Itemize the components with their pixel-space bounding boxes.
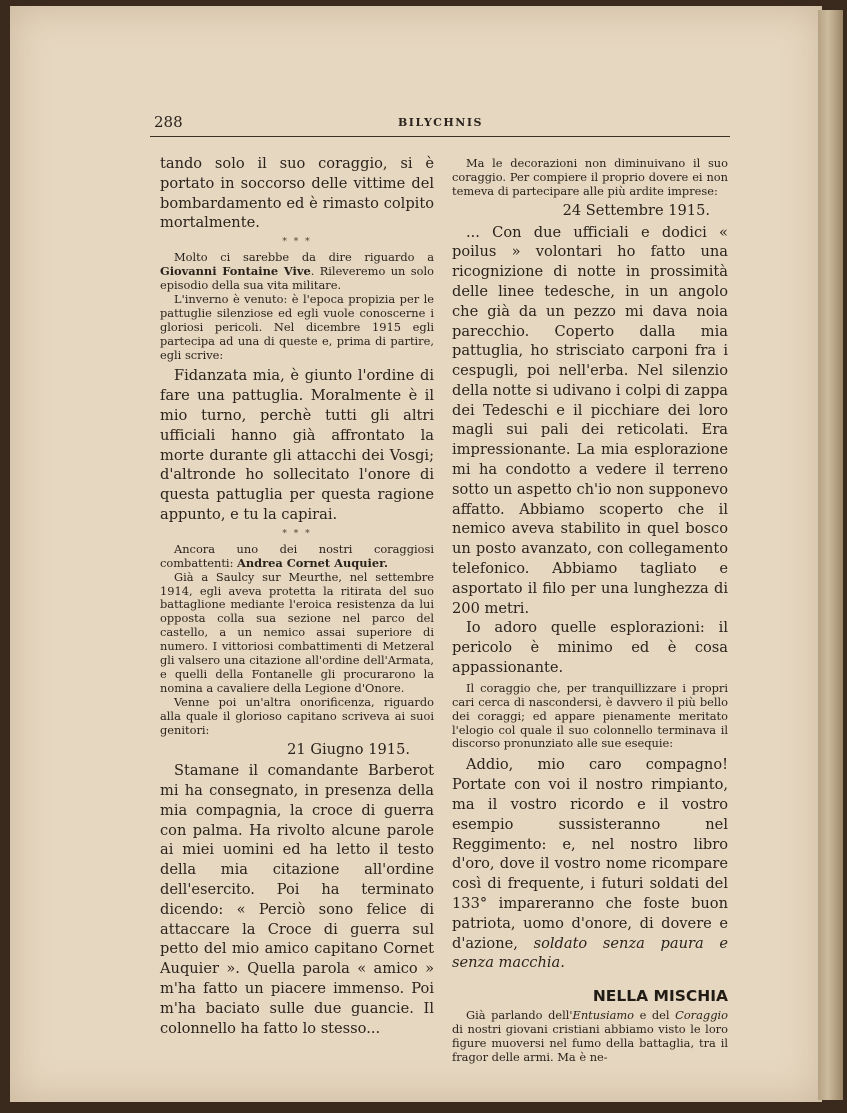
text-run: di nostri giovani cristiani abbiamo visto le loro figure muoversi nel fumo della battaglia, tra il fragor delle armi. Ma è ne- (452, 1022, 728, 1064)
letter-quote-3: ... Con due ufficiali e dodici « poilus » volontari ho fatto una ricognizione di notte in prossimità delle linee tedesche, in un angolo che già da un pezzo mi dava noia parecchio. Coperto dalla mia pattuglia, ho strisciato carponi fra i cespugli, poi nell'erba. Nel silenzio della notte si udivano i colpi di zappa dei Tedeschi e il picchiare dei loro magli sui pali dei reticolati. Era impressionante. La mia esplorazione mi ha condotto a vedere il terreno sotto un aspetto ch'io non supponevo affatto. Abbiamo scoperto che il nemico aveva stabilito in quel bosco un posto avanzato, con collegamento telefonico. Abbiamo tagliato e asportato il filo per una lunghezza di 200 metri. (452, 223, 728, 617)
right-column (452, 157, 728, 1065)
left-paragraph-2 (160, 251, 434, 293)
left-paragraph-3: L'inverno è venuto: è l'epoca propizia per le pattuglie silenziose ed egli vuole conoscerne i gloriosi pericoli. Nel dicembre 1915 egli partecipa ad una di queste e, prima di partire, egli scrive: (160, 291, 434, 362)
letter-quote-4: Io adoro quelle esplorazioni: il pericolo è minimo ed è cosa appassionante. (452, 619, 728, 677)
right-paragraph-1: Ma le decorazioni non diminuivano il suo coraggio. Per compiere il proprio dovere ei non temeva di partecipare alle più ardite imprese: (452, 156, 728, 198)
left-paragraph-5 (160, 543, 434, 571)
section-separator: * * * (282, 237, 312, 248)
eulogy-quote (452, 755, 728, 973)
right-paragraph-6 (452, 1009, 728, 1065)
left-paragraph-6: Già a Saulcy sur Meurthe, nel settembre 1914, egli aveva protetta la ritirata del suo battaglione mediante l'eroica resistenza da lui opposta colla sua sezione nel parco del castello, a un nemico assai superiore di numero. I vittoriosi combattimenti di Metzeral gli valsero una citazione all'ordine dell'Armata, e quelli della Fontanelle gli procurarono la nomina a cavaliere della Legione d'Onore. (160, 569, 434, 695)
italic-text: soldato senza paura e senza macchia. (452, 934, 728, 972)
letter-quote-1: Fidanzata mia, è giunto l'ordine di fare una pattuglia. Moralmente è il mio turno, perchè tutti gli altri ufficiali hanno già affrontato la morte durante gli attacchi dei Vosgi; d'altronde ho sollecitato l'onore di questa pattuglia per questa ragione appunto, e tu la capirai. (160, 367, 434, 524)
section-title: NELLA MISCHIA (592, 987, 728, 1006)
right-paragraph-4: Il coraggio che, per tranquillizzare i propri cari cerca di nascondersi, è davvero il più bello dei coraggi; ed appare pienamente meritato l'elogio col quale il suo colonnello terminava il discorso pronunziato alle sue esequie: (452, 680, 728, 751)
italic-text: Entusiamo (572, 1008, 635, 1023)
text-run: e del (634, 1008, 676, 1023)
person-name: Giovanni Fontaine Vive (160, 264, 311, 279)
page-edge (818, 10, 843, 1100)
text-run: Addio, mio caro compagno! Portate con voi il nostro rimpianto, ma il vostro ricordo e il vostro esempio sussisteranno nel Reggimento: e, nel nostro libro d'oro, dove il vostro nome ricompare così di frequente, i futuri soldati del 133° impareranno che foste buon patriota, uomo d'onore, di dovere e d'azione, (452, 756, 728, 952)
header-rule (150, 136, 730, 137)
letter-date: 24 Settembre 1915. (562, 201, 710, 219)
text-run: Ancora uno dei nostri coraggiosi combattenti: (160, 541, 434, 570)
person-name: Andrea Cornet Auquier. (237, 555, 389, 570)
left-paragraph-7: Venne poi un'altra onorificenza, riguardo alla quale il glorioso capitano scriveva ai suoi genitori: (160, 694, 434, 737)
letter-quote-2: Stamane il comandante Barberot mi ha consegnato, in presenza della mia compagnia, la croce di guerra con palma. Ha rivolto alcune parole ai miei uomini ed ha letto il testo della mia citazione all'ordine dell'esercito. Poi ha terminato dicendo: « Perciò sono felice di attaccare la Croce di guerra sul petto del mio amico capitano Cornet Auquier ». Quella parola « amico » m'ha fatto un piacere immenso. Poi m'ha baciato sulle due guancie. Il colonnello ha fatto lo stesso... (160, 762, 434, 1037)
section-separator: * * * (282, 528, 312, 539)
italic-text: Coraggio (675, 1008, 729, 1023)
page-number: 288 (154, 113, 183, 131)
running-head: BILYCHNIS (398, 116, 483, 129)
text-run: . Rileveremo un solo episodio della sua vita militare. (160, 264, 434, 292)
text-run: Molto ci sarebbe da dire riguardo a (174, 250, 434, 265)
left-column (160, 154, 434, 1038)
text-run: Già parlando dell' (466, 1008, 573, 1023)
left-paragraph-1: tando solo il suo coraggio, si è portato in soccorso delle vittime del bombardamento ed è rimasto colpito mortalmente. (160, 155, 434, 232)
letter-date: 21 Giugno 1915. (287, 740, 410, 758)
